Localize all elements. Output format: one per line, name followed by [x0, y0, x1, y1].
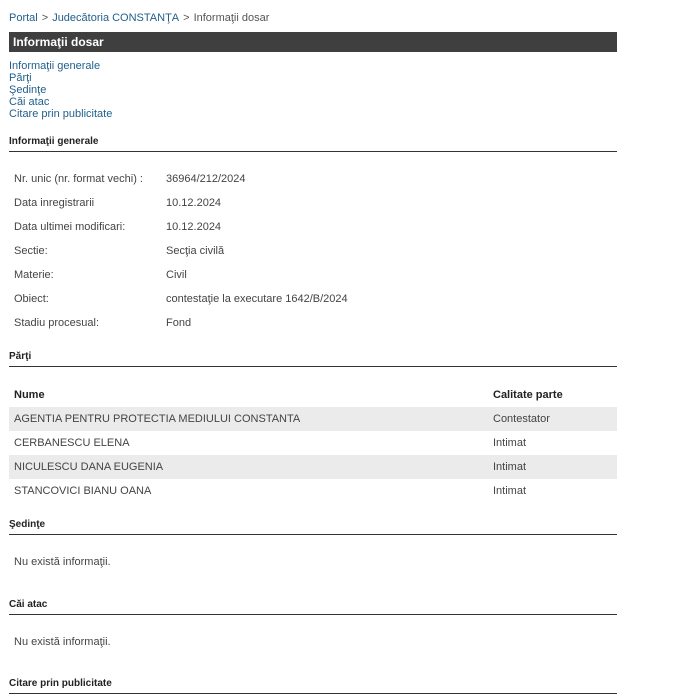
breadcrumb [9, 12, 269, 24]
party-name: AGENTIA PENTRU PROTECTIA MEDIULUI CONSTANTA [9, 407, 488, 431]
party-name: CERBANESCU ELENA [14, 437, 130, 449]
toc-link-cai-atac[interactable]: Căi atac [9, 96, 50, 108]
cai-atac-empty-message: Nu există informaţii. [14, 636, 111, 648]
toc-link-citare[interactable]: Citare prin publicitate [9, 108, 113, 120]
info-label: Sectie: [14, 245, 48, 257]
info-label: Data ultimei modificari: [14, 221, 126, 233]
toc-link-sedinte[interactable]: Şedinţe [9, 84, 47, 96]
breadcrumb-portal-link[interactable]: Portal [9, 12, 38, 24]
section-title-general: Informaţii generale [9, 136, 617, 152]
section-title-sedinte: Şedinţe [9, 519, 617, 535]
section-title-cai-atac: Căi atac [9, 599, 617, 615]
party-role: Intimat [493, 437, 527, 449]
party-name: STANCOVICI BIANU OANA [14, 485, 152, 497]
table-row [9, 479, 617, 503]
info-value: Fond [166, 317, 192, 329]
breadcrumb-separator: > [41, 12, 49, 24]
party-role: Intimat [493, 485, 527, 497]
page-title: Informaţii dosar [9, 32, 617, 52]
table-row [9, 407, 617, 431]
info-value: 36964/212/2024 [166, 173, 246, 185]
info-label: Nr. unic (nr. format vechi) : [14, 173, 143, 185]
info-value: Secţia civilă [166, 245, 225, 257]
info-value: 10.12.2024 [166, 197, 222, 209]
info-label: Stadiu procesual: [14, 317, 99, 329]
section-title-parti: Părţi [9, 351, 617, 367]
breadcrumb-current: Informaţii dosar [193, 12, 270, 24]
table-row [9, 431, 617, 455]
section-title-citare: Citare prin publicitate [9, 678, 617, 694]
toc-link-parti[interactable]: Părţi [9, 72, 32, 84]
info-label: Obiect: [14, 293, 49, 305]
table-header-row [9, 383, 617, 407]
section-nav [9, 60, 112, 120]
toc-link-informatii-generale[interactable]: Informaţii generale [9, 60, 101, 72]
parti-table [9, 383, 617, 503]
party-role: Contestator [488, 407, 617, 431]
column-header-nume: Nume [14, 389, 45, 401]
column-header-calitate: Calitate parte [493, 389, 563, 401]
sedinte-empty-message: Nu există informaţii. [14, 556, 111, 568]
party-name: NICULESCU DANA EUGENIA [9, 455, 488, 479]
info-label: Materie: [14, 269, 54, 281]
party-role: Intimat [488, 455, 617, 479]
info-value: 10.12.2024 [166, 221, 222, 233]
info-value: contestaţie la executare 1642/B/2024 [166, 293, 348, 305]
breadcrumb-court-link[interactable]: Judecătoria CONSTANŢA [52, 12, 180, 24]
table-row [9, 455, 617, 479]
info-label: Data inregistrarii [14, 197, 95, 209]
breadcrumb-separator: > [183, 12, 190, 24]
info-value: Civil [166, 269, 187, 281]
